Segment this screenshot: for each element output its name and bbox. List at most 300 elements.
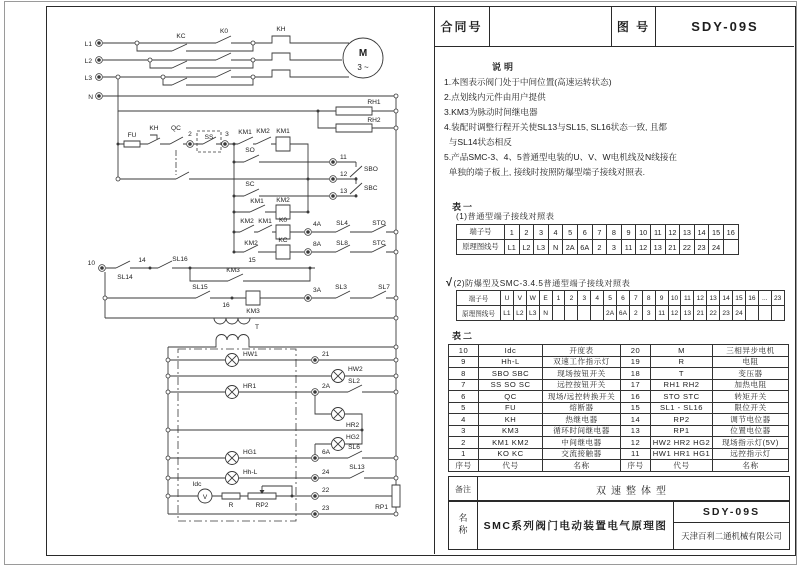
- terminal-icon: [314, 391, 317, 394]
- junction-circle: [394, 476, 398, 480]
- junction-circle: [166, 428, 170, 432]
- table-cell: 7: [593, 225, 608, 240]
- table-cell: 电阻: [713, 357, 789, 369]
- table-cell: 16: [621, 391, 651, 403]
- junction-circle: [394, 390, 398, 394]
- circuit-label: KM2: [256, 128, 270, 135]
- table-cell: L3: [527, 306, 540, 321]
- circuit-label: KM3: [226, 267, 240, 274]
- table-cell: 3: [578, 291, 591, 306]
- circuit-labels: [85, 26, 391, 512]
- table-cell: 17: [621, 380, 651, 392]
- circuit-label: T: [254, 324, 260, 331]
- circuit-label: Hh-L: [243, 469, 258, 476]
- junction-dot: [231, 297, 234, 300]
- circuit-label: KC: [278, 237, 288, 244]
- junction-circle: [166, 374, 170, 378]
- table-cell: 22: [680, 240, 695, 255]
- terminal-table-standard: [456, 224, 739, 255]
- table-cell: RP2: [651, 414, 713, 426]
- table-cell: [553, 306, 566, 321]
- circuit-label: KM1: [250, 198, 264, 205]
- note-line: 2.点划线内元件由用户提供: [444, 92, 546, 102]
- junction-dot: [355, 178, 358, 181]
- circuit-label: KC: [176, 33, 186, 40]
- table-cell: 4: [449, 414, 479, 426]
- component-list-table: [448, 344, 789, 472]
- table-cell: KO KC: [479, 449, 543, 461]
- circuit-label: 23: [322, 505, 330, 512]
- junction-circle: [251, 41, 255, 45]
- junction-circle: [166, 390, 170, 394]
- circuit-label: 13: [340, 188, 348, 195]
- table-cell: 8: [607, 225, 622, 240]
- table-cell: 14: [695, 225, 710, 240]
- table-cell: 4: [591, 291, 604, 306]
- table-cell: L3: [534, 240, 549, 255]
- circuit-label: N: [88, 94, 93, 101]
- circuit-label: SBO: [364, 166, 378, 173]
- table-cell: 15: [709, 225, 724, 240]
- junction-circle: [251, 75, 255, 79]
- table-cell: [759, 306, 772, 321]
- table-cell: 11: [651, 225, 666, 240]
- table-cell: 开度表: [543, 345, 621, 357]
- circuit-label: 3: [225, 131, 229, 138]
- table-cell: 4: [549, 225, 564, 240]
- table-cell: 11: [621, 449, 651, 461]
- table-cell: 13: [680, 225, 695, 240]
- table-cell: 9: [656, 291, 669, 306]
- table-cell: [578, 306, 591, 321]
- table-cell: 序号: [621, 460, 651, 472]
- circuit-label: V: [202, 494, 208, 501]
- junction-circle: [116, 75, 120, 79]
- terminal-icon: [307, 251, 310, 254]
- table-cell: 13: [651, 240, 666, 255]
- table-cell: 位置电位器: [713, 426, 789, 438]
- table-cell: L2: [514, 306, 527, 321]
- table-cell: V: [514, 291, 527, 306]
- table-cell: 6: [449, 391, 479, 403]
- circuit-label: RP2: [255, 502, 269, 509]
- circuit-label: R: [228, 502, 234, 509]
- table-cell: 5: [604, 291, 617, 306]
- table2-label: 表二: [452, 331, 475, 341]
- note-line: 3.KM3为脉动时间继电器: [444, 107, 538, 117]
- table-cell: 代号: [651, 460, 713, 472]
- table-cell: 12: [666, 225, 681, 240]
- table-cell: [746, 306, 759, 321]
- junction-dot: [355, 195, 358, 198]
- table-cell: 10: [636, 225, 651, 240]
- notes-lines: [444, 75, 792, 180]
- circuit-label: Idc: [192, 481, 202, 488]
- circuit-label: 2: [188, 131, 192, 138]
- table-cell: 10: [449, 345, 479, 357]
- circuit-label: 21: [322, 351, 330, 358]
- table-cell: 远控指示灯: [713, 449, 789, 461]
- table-cell: U: [501, 291, 514, 306]
- circuit-label: 11: [340, 154, 347, 161]
- table-cell: 2A: [604, 306, 617, 321]
- junction-dot: [307, 211, 310, 214]
- junction-dot: [361, 429, 364, 432]
- table-cell: 14: [720, 291, 733, 306]
- table1-label: 表一: [452, 202, 475, 212]
- table-cell: 5: [563, 225, 578, 240]
- table-cell: 13: [621, 426, 651, 438]
- table-cell: 8: [449, 368, 479, 380]
- junction-dot: [307, 178, 310, 181]
- table-cell: KM1 KM2: [479, 437, 543, 449]
- table-cell: L1: [501, 306, 514, 321]
- terminal-table-explosionproof: [456, 290, 785, 321]
- table-cell: 3: [534, 225, 549, 240]
- junction-dot: [309, 267, 312, 270]
- circuit-label: L3: [84, 75, 92, 82]
- drawing-no-label: 图 号: [616, 19, 651, 34]
- table-cell: Hh-L: [479, 357, 543, 369]
- terminal-icon: [332, 161, 335, 164]
- table-cell: 代号: [479, 460, 543, 472]
- circuit-label: HW2: [348, 366, 363, 373]
- junction-circle: [394, 250, 398, 254]
- table-cell: L1: [505, 240, 520, 255]
- circuit-label: KM1: [276, 128, 290, 135]
- circuit-label: 3 ~: [357, 63, 369, 72]
- notes-heading: 说明: [492, 62, 517, 72]
- table-cell: SS SO SC: [479, 380, 543, 392]
- heater-rh2-icon: [336, 124, 372, 132]
- table-cell: FU: [479, 403, 543, 415]
- table-cell: 21: [694, 306, 707, 321]
- circuit-label: 8A: [313, 241, 322, 248]
- junction-circle: [394, 296, 398, 300]
- circuit-label: SL3: [335, 284, 347, 291]
- table-cell: 11: [622, 240, 637, 255]
- table-cell: 15: [733, 291, 746, 306]
- circuit-label: SL13: [349, 464, 365, 471]
- table-cell: Idc: [479, 345, 543, 357]
- junction-dot: [233, 195, 236, 198]
- table-cell: 3: [643, 306, 656, 321]
- circuit-label: SBC: [364, 185, 378, 192]
- table-cell: 名称: [713, 460, 789, 472]
- table-cell: 6A: [578, 240, 593, 255]
- table-cell: N: [540, 306, 553, 321]
- table-cell: 11: [681, 291, 694, 306]
- circuit-label: KM1: [238, 129, 252, 136]
- coil-km1-icon: [276, 137, 290, 151]
- table1-sub2-caption: √(2)防爆型及SMC-3.4.5普通型端子接线对照表: [446, 277, 631, 289]
- terminal-icon: [314, 359, 317, 362]
- terminal-icon: [189, 143, 192, 146]
- table-cell: [565, 306, 578, 321]
- junction-circle: [394, 230, 398, 234]
- junction-circle: [394, 456, 398, 460]
- table-cell: 13: [681, 306, 694, 321]
- coil-kc-icon: [276, 245, 290, 259]
- table-cell: 23: [772, 291, 785, 306]
- junction-circle: [116, 177, 120, 181]
- table-cell: 12: [621, 437, 651, 449]
- circuit-label: 22: [322, 487, 330, 494]
- table-cell: KM3: [479, 426, 543, 438]
- circuit-label: L1: [84, 41, 92, 48]
- circuit-label: 2A: [322, 383, 331, 390]
- terminal-icon: [98, 42, 101, 45]
- table-cell: L2: [520, 240, 535, 255]
- circuit-label: KM2: [244, 240, 258, 247]
- table-cell: 3: [449, 426, 479, 438]
- table-cell: KH: [479, 414, 543, 426]
- junction-circle: [103, 296, 107, 300]
- table-cell: 2A: [563, 240, 578, 255]
- circuit-label: RP1: [375, 504, 388, 511]
- junction-circle: [394, 374, 398, 378]
- junction-circle: [251, 58, 255, 62]
- table-cell: R: [651, 357, 713, 369]
- table-cell: 7: [630, 291, 643, 306]
- circuit-label: RH1: [367, 99, 381, 106]
- circuit-label: HR2: [346, 422, 360, 429]
- table-cell: 12: [669, 306, 682, 321]
- junction-dot: [149, 267, 152, 270]
- table-cell: ...: [759, 291, 772, 306]
- circuit-label: 3A: [313, 287, 322, 294]
- table-cell: 现场指示灯(5V): [713, 437, 789, 449]
- table-cell: SBO SBC: [479, 368, 543, 380]
- circuit-label: SC: [245, 181, 255, 188]
- table-cell: 5: [449, 403, 479, 415]
- table-cell: 端子号: [457, 291, 501, 306]
- table-cell: E: [540, 291, 553, 306]
- circuit-label: HG2: [346, 434, 360, 441]
- terminal-icon: [314, 457, 317, 460]
- table-cell: 3: [607, 240, 622, 255]
- note-line: 5.产品SMC-3、4、5普通型电装的U、V、W电机线及N线接在: [444, 152, 678, 162]
- table-cell: N: [549, 240, 564, 255]
- junction-circle: [166, 358, 170, 362]
- table-cell: SL1 - SL16: [651, 403, 713, 415]
- circuit-label: KH: [276, 26, 286, 33]
- table-cell: RH1 RH2: [651, 380, 713, 392]
- circuit-diagram: [40, 0, 440, 566]
- coil-km3-icon: [246, 291, 260, 305]
- table-cell: QC: [479, 391, 543, 403]
- junction-circle: [394, 345, 398, 349]
- table-cell: 现场/远控转换开关: [543, 391, 621, 403]
- table-cell: [772, 306, 785, 321]
- circuit-label: SL8: [336, 240, 348, 247]
- table-cell: 名称: [543, 460, 621, 472]
- table-cell: 9: [622, 225, 637, 240]
- table-cell: 远控按钮开关: [543, 380, 621, 392]
- table-cell: 中间继电器: [543, 437, 621, 449]
- circuit-label: SL14: [117, 274, 133, 281]
- note-line: 与SL14状态相反: [444, 137, 512, 147]
- table-cell: 热继电器: [543, 414, 621, 426]
- table-cell: 变压器: [713, 368, 789, 380]
- table-cell: 原理图线号: [457, 306, 501, 321]
- junction-dot: [233, 211, 236, 214]
- junction-circle: [394, 126, 398, 130]
- table-cell: 交流接触器: [543, 449, 621, 461]
- table-cell: 原理图线号: [457, 240, 505, 255]
- circuit-label: 10: [87, 260, 95, 267]
- terminal-icon: [307, 297, 310, 300]
- circuit-label: 16: [222, 302, 230, 309]
- table-cell: 2: [630, 306, 643, 321]
- table-cell: 6: [617, 291, 630, 306]
- junction-circle: [161, 75, 165, 79]
- junction-dot: [233, 231, 236, 234]
- junction-circle: [166, 476, 170, 480]
- circuit-label: SS: [204, 134, 214, 141]
- table-cell: 2: [449, 437, 479, 449]
- terminal-icon: [314, 477, 317, 480]
- table-cell: W: [527, 291, 540, 306]
- contract-no-value: [490, 6, 612, 46]
- junction-circle: [166, 456, 170, 460]
- junction-dot: [233, 161, 236, 164]
- circuit-label: 24: [322, 469, 330, 476]
- note-line: 4.装配时调整行程开关使SL13与SL15, SL16状态一致, 且都: [444, 122, 668, 132]
- circuit-label: KM1: [258, 218, 272, 225]
- terminal-icon: [314, 513, 317, 516]
- table-cell: 20: [621, 345, 651, 357]
- contract-no-label: 合同号: [440, 19, 483, 34]
- terminal-icon: [98, 76, 101, 79]
- table-cell: 6A: [617, 306, 630, 321]
- table-cell: 13: [707, 291, 720, 306]
- table-cell: 2: [520, 225, 535, 240]
- table-cell: HW2 HR2 HG2: [651, 437, 713, 449]
- terminal-icon: [98, 95, 101, 98]
- table-cell: 7: [449, 380, 479, 392]
- table-cell: 12: [694, 291, 707, 306]
- circuit-label: 4A: [313, 221, 322, 228]
- table-cell: 限位开关: [713, 403, 789, 415]
- table-cell: 8: [643, 291, 656, 306]
- circuit-label: HR1: [243, 383, 257, 390]
- circuit-label: SL6: [348, 444, 360, 451]
- table-cell: 调节电位器: [713, 414, 789, 426]
- table-cell: 24: [709, 240, 724, 255]
- circuit-label: SL2: [348, 378, 360, 385]
- table-cell: HW1 HR1 HG1: [651, 449, 713, 461]
- table-cell: 1: [449, 449, 479, 461]
- table-cell: 16: [724, 225, 739, 240]
- remark-block: [448, 476, 790, 502]
- terminal-icon: [101, 267, 104, 270]
- table-cell: [591, 306, 604, 321]
- fuse-icon: [124, 141, 140, 147]
- heater-rh1-icon: [336, 107, 372, 115]
- indicator-lamps: [226, 354, 345, 485]
- terminal-icon: [224, 143, 227, 146]
- circuit-label: HG1: [243, 449, 257, 456]
- junction-dot: [233, 251, 236, 254]
- drawing-title: SMC系列阀门电动装置电气原理图: [478, 501, 674, 549]
- circuit-label: K0: [219, 28, 229, 35]
- remark-value: 双速整体型: [596, 485, 671, 497]
- table-cell: 19: [621, 357, 651, 369]
- name-label: 名称: [449, 501, 478, 549]
- circuit-label: SL4: [336, 220, 348, 227]
- table-cell: 端子号: [457, 225, 505, 240]
- table-cell: 12: [636, 240, 651, 255]
- table-cell: 转矩开关: [713, 391, 789, 403]
- table-cell: 15: [621, 403, 651, 415]
- table-cell: 循环时间继电器: [543, 426, 621, 438]
- circuit-label: SL15: [192, 284, 208, 291]
- table-cell: 23: [720, 306, 733, 321]
- table-cell: 现场按钮开关: [543, 368, 621, 380]
- table-cell: 22: [707, 306, 720, 321]
- circuit-label: QC: [171, 125, 181, 132]
- table-cell: T: [651, 368, 713, 380]
- table-cell: STO STC: [651, 391, 713, 403]
- circuit-label: SL16: [172, 256, 188, 263]
- junction-dot: [117, 143, 120, 146]
- junction-circle: [394, 358, 398, 362]
- note-line: 单独的端子板上, 接线时按照防爆型端子接线对照表.: [444, 167, 646, 177]
- notes-section: [444, 60, 792, 180]
- junction-circle: [394, 316, 398, 320]
- table-cell: 6: [578, 225, 593, 240]
- table-cell: 9: [449, 357, 479, 369]
- junction-circle: [394, 512, 398, 516]
- table-cell: 23: [695, 240, 710, 255]
- terminal-icon: [307, 231, 310, 234]
- terminal-icon: [332, 195, 335, 198]
- table-cell: 11: [656, 306, 669, 321]
- junction-dot: [317, 110, 320, 113]
- table-cell: 序号: [449, 460, 479, 472]
- name-block: [448, 500, 790, 550]
- table-cell: 加热电阻: [713, 380, 789, 392]
- circuit-label: 15: [248, 257, 256, 264]
- table-cell: 1: [505, 225, 520, 240]
- circuit-label: KM2: [276, 197, 290, 204]
- terminal-icon: [314, 495, 317, 498]
- table-cell: 双速工作指示灯: [543, 357, 621, 369]
- table-cell: 18: [621, 368, 651, 380]
- circuit-label: SL7: [378, 284, 390, 291]
- circuit-label: K0: [278, 217, 288, 224]
- table-cell: 熔断器: [543, 403, 621, 415]
- junction-dot: [189, 267, 192, 270]
- junction-circle: [148, 58, 152, 62]
- circuit-label: SO: [245, 147, 255, 154]
- note-line: 1.本图表示阀门处于中间位置(高速运转状态): [444, 77, 612, 87]
- table-cell: 14: [621, 414, 651, 426]
- table-cell: 10: [669, 291, 682, 306]
- table-cell: 三相异步电机: [713, 345, 789, 357]
- terminal-icon: [98, 59, 101, 62]
- table-cell: RP1: [651, 426, 713, 438]
- table-cell: 2: [565, 291, 578, 306]
- circuit-label: STC: [372, 240, 386, 247]
- terminal-icon: [332, 178, 335, 181]
- table-cell: [724, 240, 739, 255]
- junction-dot: [233, 143, 236, 146]
- junction-dot: [291, 495, 294, 498]
- junction-circle: [394, 109, 398, 113]
- junction-circle: [135, 41, 139, 45]
